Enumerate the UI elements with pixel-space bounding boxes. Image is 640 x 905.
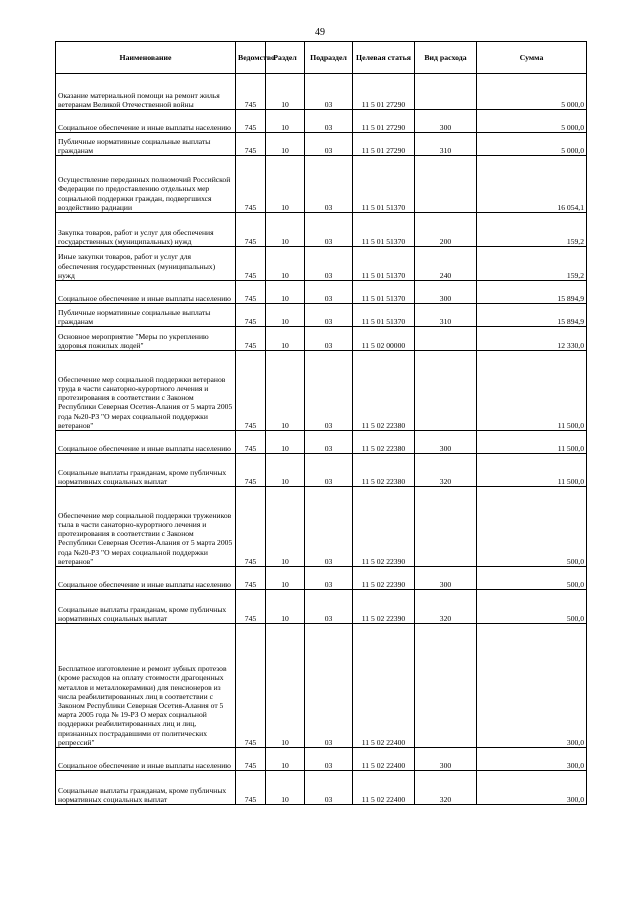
row-department: 745	[236, 304, 266, 327]
row-target-article: 11 5 01 27290	[353, 74, 415, 110]
row-department: 745	[236, 281, 266, 304]
table-row	[56, 454, 587, 487]
row-target-article: 11 5 02 22390	[353, 487, 415, 567]
row-expense-type: 200	[415, 213, 477, 247]
row-sum: 500,0	[477, 590, 587, 624]
row-sum: 500,0	[477, 487, 587, 567]
row-subsection: 03	[305, 771, 353, 805]
row-sum: 159,2	[477, 213, 587, 247]
row-target-article: 11 5 02 00000	[353, 327, 415, 351]
row-section: 10	[266, 281, 305, 304]
row-subsection: 03	[305, 624, 353, 748]
row-department: 745	[236, 327, 266, 351]
row-subsection: 03	[305, 567, 353, 590]
row-expense-type: 300	[415, 748, 477, 771]
table-row	[56, 156, 587, 213]
row-section: 10	[266, 247, 305, 281]
column-header-subsection: Подраздел	[305, 42, 353, 74]
row-department: 745	[236, 431, 266, 454]
table-row	[56, 771, 587, 805]
row-target-article: 11 5 01 27290	[353, 110, 415, 133]
row-department: 745	[236, 247, 266, 281]
row-sum: 300,0	[477, 748, 587, 771]
row-expense-type: 240	[415, 247, 477, 281]
row-subsection: 03	[305, 304, 353, 327]
column-header-target-article: Целевая статья	[353, 42, 415, 74]
row-name: Осуществление переданных полномочий Российской Федерации по предоставлению отдельных мер социальной поддержки граждан, подвергшихся воздействию радиации	[56, 156, 236, 213]
row-expense-type: 300	[415, 431, 477, 454]
row-section: 10	[266, 156, 305, 213]
table-row	[56, 281, 587, 304]
row-expense-type: 300	[415, 281, 477, 304]
row-expense-type	[415, 327, 477, 351]
row-section: 10	[266, 133, 305, 156]
row-name: Обеспечение мер социальной поддержки ветеранов труда в части санаторно-курортного лечения и протезирования в соответствии с Законом Республики Северная Осетия-Алания от 5 марта 2005 года №20-РЗ "О мерах социальной поддержки ветеранов"	[56, 351, 236, 431]
column-header-department: Ведомство	[236, 42, 266, 74]
row-department: 745	[236, 74, 266, 110]
row-expense-type	[415, 487, 477, 567]
row-department: 745	[236, 454, 266, 487]
row-expense-type	[415, 156, 477, 213]
row-subsection: 03	[305, 74, 353, 110]
table-row	[56, 624, 587, 748]
row-target-article: 11 5 02 22380	[353, 431, 415, 454]
column-header-section: Раздел	[266, 42, 305, 74]
row-name: Основное мероприятие "Меры по укреплению здоровья пожилых людей"	[56, 327, 236, 351]
row-expense-type: 300	[415, 110, 477, 133]
row-subsection: 03	[305, 133, 353, 156]
column-header-sum: Сумма	[477, 42, 587, 74]
row-target-article: 11 5 02 22380	[353, 454, 415, 487]
row-name: Социальные выплаты гражданам, кроме публичных нормативных социальных выплат	[56, 590, 236, 624]
row-section: 10	[266, 624, 305, 748]
row-subsection: 03	[305, 748, 353, 771]
row-subsection: 03	[305, 213, 353, 247]
row-target-article: 11 5 01 51370	[353, 213, 415, 247]
table-row	[56, 431, 587, 454]
row-expense-type	[415, 74, 477, 110]
row-target-article: 11 5 01 51370	[353, 281, 415, 304]
row-target-article: 11 5 01 51370	[353, 247, 415, 281]
row-section: 10	[266, 327, 305, 351]
column-header-expense-type: Вид расхода	[415, 42, 477, 74]
row-target-article: 11 5 02 22390	[353, 590, 415, 624]
row-sum: 11 500,0	[477, 351, 587, 431]
row-sum: 11 500,0	[477, 431, 587, 454]
row-section: 10	[266, 110, 305, 133]
row-section: 10	[266, 771, 305, 805]
row-section: 10	[266, 431, 305, 454]
row-sum: 11 500,0	[477, 454, 587, 487]
row-sum: 159,2	[477, 247, 587, 281]
table-row	[56, 247, 587, 281]
row-section: 10	[266, 213, 305, 247]
table-row	[56, 74, 587, 110]
row-department: 745	[236, 567, 266, 590]
row-department: 745	[236, 624, 266, 748]
row-expense-type: 320	[415, 454, 477, 487]
table-row	[56, 748, 587, 771]
row-sum: 15 894,9	[477, 304, 587, 327]
row-subsection: 03	[305, 454, 353, 487]
row-sum: 5 000,0	[477, 74, 587, 110]
row-sum: 300,0	[477, 624, 587, 748]
row-sum: 5 000,0	[477, 110, 587, 133]
row-expense-type	[415, 624, 477, 748]
row-name: Социальное обеспечение и иные выплаты населению	[56, 748, 236, 771]
row-target-article: 11 5 01 51370	[353, 156, 415, 213]
row-subsection: 03	[305, 590, 353, 624]
row-target-article: 11 5 02 22390	[353, 567, 415, 590]
row-subsection: 03	[305, 110, 353, 133]
row-sum: 300,0	[477, 771, 587, 805]
row-name: Закупка товаров, работ и услуг для обеспечения государственных (муниципальных) нужд	[56, 213, 236, 247]
row-subsection: 03	[305, 487, 353, 567]
row-subsection: 03	[305, 431, 353, 454]
row-target-article: 11 5 02 22400	[353, 624, 415, 748]
row-department: 745	[236, 110, 266, 133]
row-department: 745	[236, 771, 266, 805]
table-row	[56, 487, 587, 567]
row-sum: 12 330,0	[477, 327, 587, 351]
row-expense-type: 310	[415, 133, 477, 156]
row-name: Публичные нормативные социальные выплаты гражданам	[56, 304, 236, 327]
table-row	[56, 351, 587, 431]
row-name: Социальное обеспечение и иные выплаты населению	[56, 567, 236, 590]
row-department: 745	[236, 213, 266, 247]
row-subsection: 03	[305, 247, 353, 281]
page-number: 49	[315, 27, 325, 38]
row-department: 745	[236, 156, 266, 213]
row-expense-type: 310	[415, 304, 477, 327]
row-name: Бесплатное изготовление и ремонт зубных протезов (кроме расходов на оплату стоимости драгоценных металлов и металлокерамики) для пенсионеров из числа реабилитированных лиц в соответствии с Законом Республики Северная Осетия-Алания от 5 марта 2005 года № 19-РЗ О мерах социальной поддержки реабилитированных лиц и лиц, признанных пострадавшими от политических репрессий"	[56, 624, 236, 748]
row-department: 745	[236, 748, 266, 771]
table-row	[56, 213, 587, 247]
table-row	[56, 133, 587, 156]
row-section: 10	[266, 487, 305, 567]
table-row	[56, 327, 587, 351]
row-section: 10	[266, 304, 305, 327]
row-expense-type: 300	[415, 567, 477, 590]
row-name: Социальное обеспечение и иные выплаты населению	[56, 281, 236, 304]
row-section: 10	[266, 590, 305, 624]
row-sum: 15 894,9	[477, 281, 587, 304]
row-name: Социальные выплаты гражданам, кроме публичных нормативных социальных выплат	[56, 454, 236, 487]
row-sum: 5 000,0	[477, 133, 587, 156]
row-section: 10	[266, 454, 305, 487]
column-header-name: Наименование	[56, 42, 236, 74]
row-subsection: 03	[305, 281, 353, 304]
row-target-article: 11 5 01 27290	[353, 133, 415, 156]
row-target-article: 11 5 01 51370	[353, 304, 415, 327]
row-section: 10	[266, 567, 305, 590]
row-subsection: 03	[305, 351, 353, 431]
row-section: 10	[266, 74, 305, 110]
table-row	[56, 110, 587, 133]
row-name: Социальное обеспечение и иные выплаты населению	[56, 110, 236, 133]
row-department: 745	[236, 351, 266, 431]
row-sum: 16 054,1	[477, 156, 587, 213]
row-subsection: 03	[305, 327, 353, 351]
row-name: Обеспечение мер социальной поддержки тружеников тыла в части санаторно-курортного лечения и протезирования в соответствии с Законом Республики Северная Осетия-Алания от 5 марта 2005 года №20-РЗ "О мерах социальной поддержки ветеранов"	[56, 487, 236, 567]
row-expense-type: 320	[415, 590, 477, 624]
row-name: Социальные выплаты гражданам, кроме публичных нормативных социальных выплат	[56, 771, 236, 805]
row-name: Оказание материальной помощи на ремонт жилья ветеранам Великой Отечественной войны	[56, 74, 236, 110]
row-department: 745	[236, 487, 266, 567]
row-expense-type: 320	[415, 771, 477, 805]
table-header-row	[56, 42, 587, 74]
table-row	[56, 590, 587, 624]
row-expense-type	[415, 351, 477, 431]
row-sum: 500,0	[477, 567, 587, 590]
table-row	[56, 304, 587, 327]
row-target-article: 11 5 02 22380	[353, 351, 415, 431]
row-subsection: 03	[305, 156, 353, 213]
row-target-article: 11 5 02 22400	[353, 771, 415, 805]
row-name: Социальное обеспечение и иные выплаты населению	[56, 431, 236, 454]
row-target-article: 11 5 02 22400	[353, 748, 415, 771]
table-row	[56, 567, 587, 590]
row-section: 10	[266, 748, 305, 771]
row-department: 745	[236, 133, 266, 156]
budget-table	[55, 41, 587, 805]
row-department: 745	[236, 590, 266, 624]
row-name: Публичные нормативные социальные выплаты гражданам	[56, 133, 236, 156]
row-section: 10	[266, 351, 305, 431]
row-name: Иные закупки товаров, работ и услуг для обеспечения государственных (муниципальных) нужд	[56, 247, 236, 281]
